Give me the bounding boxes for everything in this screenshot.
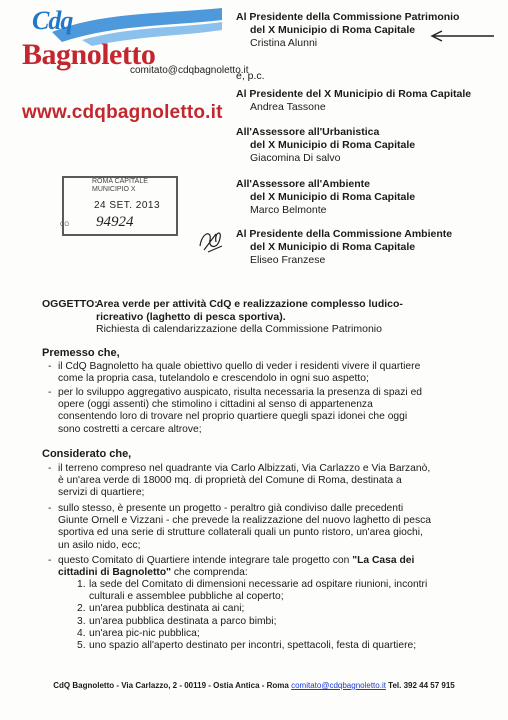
bullet-line: consentendo loro di trovare nel proprio quartiere quegli spazi idonei che oggi xyxy=(58,411,408,423)
list-item xyxy=(77,579,427,591)
considerato-title: Considerato che, xyxy=(42,448,132,460)
stamp-line2: MUNICIPIO X xyxy=(92,186,136,193)
stamp-date: 24 SET. 2013 xyxy=(94,200,161,211)
list-number: 4. xyxy=(77,627,86,639)
recipient-title: Al Presidente della Commissione Patrimonio xyxy=(236,11,460,23)
logo-cdq xyxy=(28,6,98,40)
bullet-line: il terreno compreso nel quadrante via Carlo Albizzati, Via Carlazzo e Via Barzanò, xyxy=(58,463,431,474)
list-number: 1. xyxy=(77,579,86,590)
footer xyxy=(0,681,508,690)
recipient-name: Eliseo Franzese xyxy=(250,254,326,266)
logo-cdq-text: Cdq xyxy=(32,6,73,35)
recipient-name: Marco Belmonte xyxy=(250,204,327,216)
footer-phone: Tel. 392 44 57 915 xyxy=(388,681,455,690)
oggetto-line1: Area verde per attività CdQ e realizzazione complesso ludico- xyxy=(96,298,403,310)
recipient-title: All'Assessore all'Ambiente xyxy=(236,178,370,190)
bullet-bold-text: "La Casa dei xyxy=(352,555,415,566)
bullet-line: per lo sviluppo aggregativo auspicato, risulta necessaria la presenza di spazi ed xyxy=(58,387,423,398)
recipient-name: Giacomina Di salvo xyxy=(250,152,341,164)
footer-address: CdQ Bagnoletto - Via Carlazzo, 2 - 00119 - Ostia Antica - Roma xyxy=(53,681,289,690)
recipient-title: All'Assessore all'Urbanistica xyxy=(236,126,380,138)
recipient-title: Al Presidente del X Municipio di Roma Capitale xyxy=(236,88,472,100)
list-text: un'area pubblica destinata ai cani; xyxy=(89,603,245,615)
list-text: un'area pic-nic pubblica; xyxy=(89,627,200,639)
bullet-dash: - xyxy=(48,361,52,372)
list-number: 5. xyxy=(77,640,86,652)
logo-name: Bagnoletto xyxy=(22,38,156,71)
oggetto-line3: Richiesta di calendarizzazione della Commissione Patrimonio xyxy=(96,323,382,335)
recipient-subtitle: del X Municipio di Roma Capitale xyxy=(250,191,416,203)
stamp-header xyxy=(92,178,148,194)
bullet-line: servizi di quartiere; xyxy=(58,487,145,499)
signature-scribble-icon xyxy=(196,226,226,256)
recipient-name: Cristina Alunni xyxy=(250,37,318,49)
recipient-subtitle: del X Municipio di Roma Capitale xyxy=(250,241,416,253)
bullet-text: che comprenda: xyxy=(173,567,248,579)
bullet-line: sportiva ed una serie di strutture collaterali quali un punto ristoro, un'area giochi, xyxy=(58,527,423,539)
recipient-name: Andrea Tassone xyxy=(250,101,326,113)
bullet-dash: - xyxy=(48,387,52,398)
list-number: 3. xyxy=(77,615,86,627)
oggetto-line2: ricreativo (laghetto di pesca sportiva). xyxy=(96,310,286,323)
recipient-2 xyxy=(236,88,471,114)
recipient-1 xyxy=(236,11,459,50)
list-text: culturali e assemblee pubbliche al coperto; xyxy=(89,591,284,603)
stamp-co: CO xyxy=(60,222,69,228)
recipient-subtitle: del X Municipio di Roma Capitale xyxy=(250,139,416,151)
bullet-line: come la propria casa, tutelandolo e crescendolo in ogni suo aspetto; xyxy=(58,373,369,385)
bullet-bold-text: cittadini di Bagnoletto" xyxy=(58,567,171,579)
bullet-line: Giunte Ornell e Vizzani - che prevede la realizzazione del nuovo laghetto di pesca xyxy=(58,515,432,527)
list-text: un'area pubblica destinata a parco bimbi; xyxy=(89,615,277,627)
oggetto-text xyxy=(96,298,403,336)
recipient-title: Al Presidente della Commissione Ambiente xyxy=(236,228,453,240)
bullet-dash: - xyxy=(48,503,52,514)
list-item xyxy=(77,591,427,603)
bullet-dash: - xyxy=(48,463,52,474)
bullet-line: sullo stesso, è presente un progetto - peraltro già condiviso dalle precedenti xyxy=(58,503,404,514)
list-item xyxy=(77,628,427,640)
bullet-line: il CdQ Bagnoletto ha quale obiettivo quello di veder i residenti vivere il quartiere xyxy=(58,361,421,372)
list-number: 2. xyxy=(77,603,86,615)
bullet-line: è un'area verde di 18000 mq. di proprietà del Comune di Roma, destinata a xyxy=(58,475,402,487)
footer-email-link[interactable]: comitato@cdqbagnoletto.it xyxy=(291,681,386,690)
stamp-line1: ROMA CAPITALE xyxy=(92,178,148,185)
recipient-subtitle: del X Municipio di Roma Capitale xyxy=(250,24,416,36)
list-item xyxy=(77,616,427,628)
recipient-3 xyxy=(236,126,415,165)
bullet-line: sono costretti a cercare altrove; xyxy=(58,423,202,435)
list-text: la sede del Comitato di dimensioni necessarie ad ospitare riunioni, incontri xyxy=(89,579,428,590)
bullet-line: un asilo nido, ecc; xyxy=(58,539,141,551)
list-item xyxy=(77,640,427,652)
stamp-number: 94924 xyxy=(96,214,134,230)
premesso-title: Premesso che, xyxy=(42,347,120,359)
oggetto-label: OGGETTO: xyxy=(42,298,98,310)
bullet-text: questo Comitato di Quartiere intende integrare tale progetto con xyxy=(58,555,350,566)
recipient-4 xyxy=(236,178,415,217)
logo-email[interactable]: comitato@cdqbagnoletto.it xyxy=(130,65,249,76)
website-link[interactable]: www.cdqbagnoletto.it xyxy=(22,102,223,123)
list-text: uno spazio all'aperto destinato per incontri, spettacoli, festa di quartiere; xyxy=(89,640,417,652)
bullet-line: opere (oggi assenti) che stimolino i cittadini al senso di appartenenza xyxy=(58,399,373,411)
list-item xyxy=(77,603,427,615)
bullet-dash: - xyxy=(48,555,52,566)
epc-label: e, p.c. xyxy=(236,70,265,82)
protocol-stamp xyxy=(62,176,178,236)
recipient-5 xyxy=(236,228,452,267)
services-list xyxy=(77,579,427,652)
